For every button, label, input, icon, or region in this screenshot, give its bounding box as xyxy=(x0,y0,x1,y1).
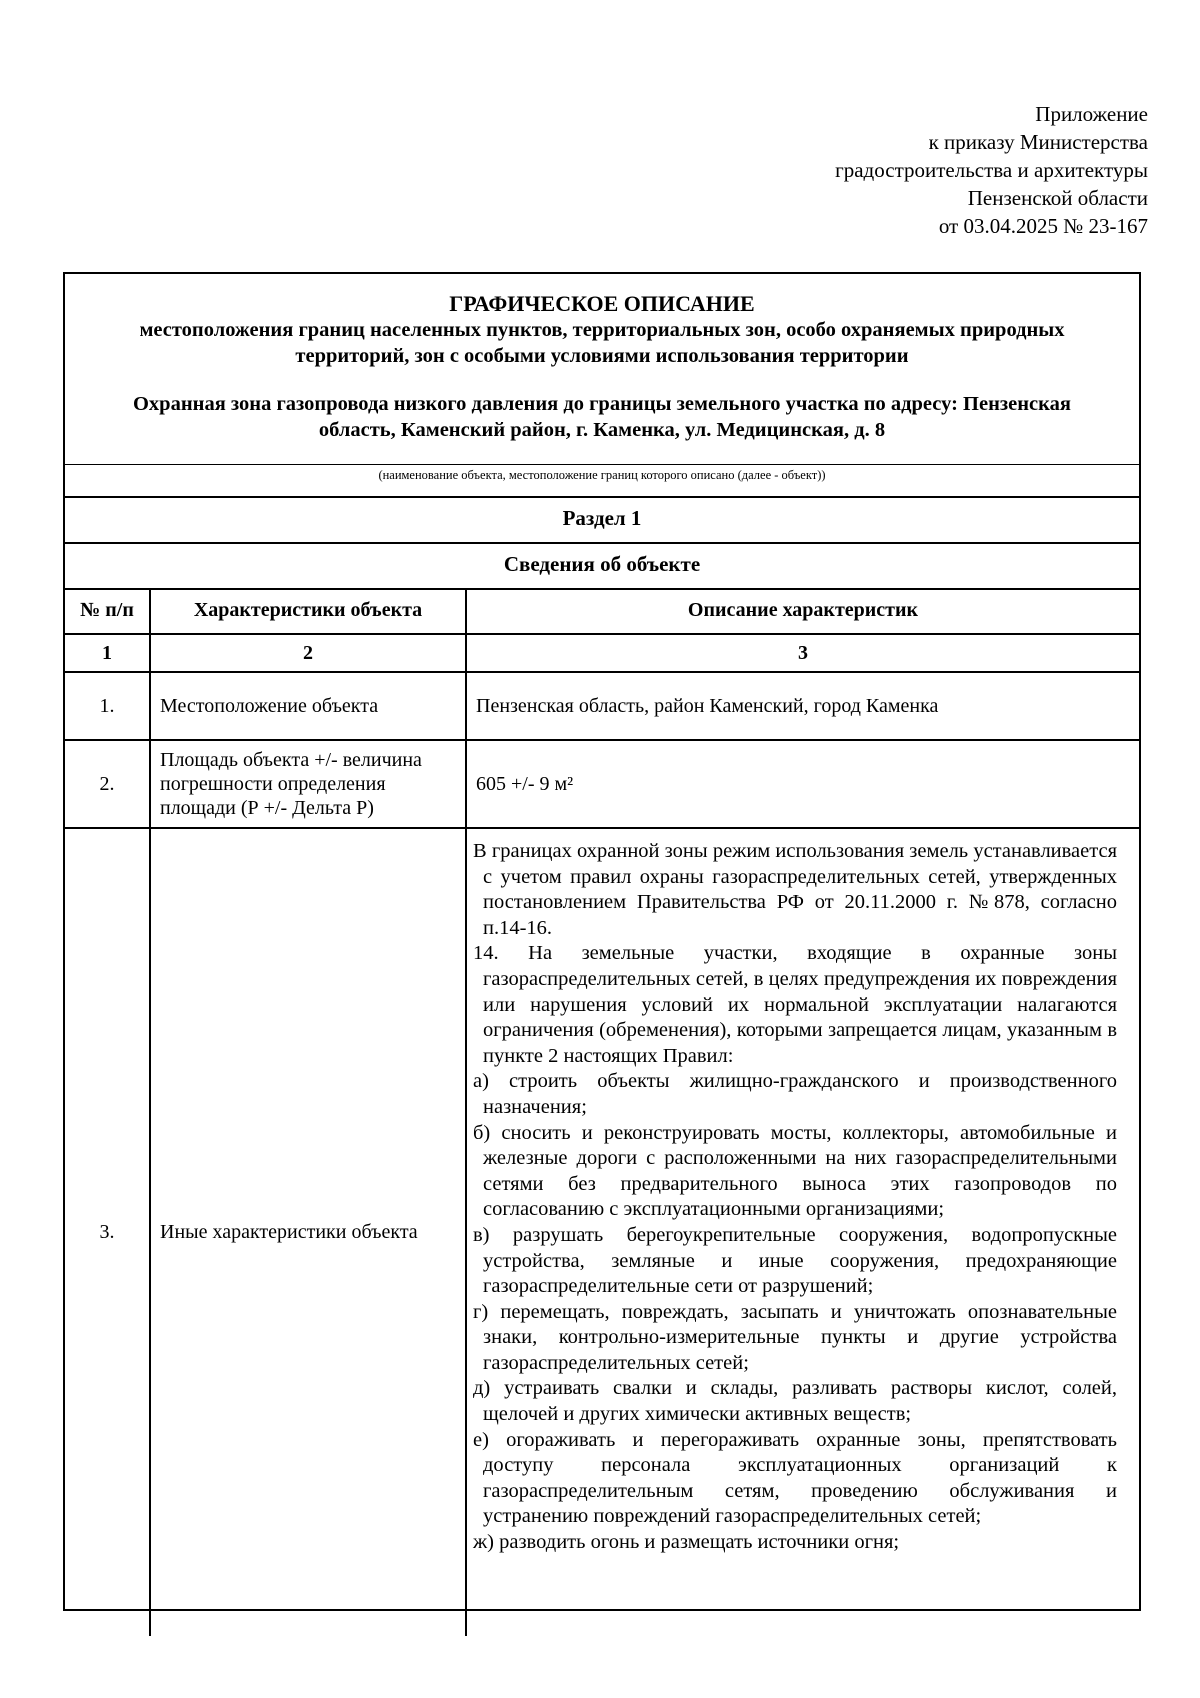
row-number: 3. xyxy=(65,828,150,1636)
header-number: № п/п xyxy=(65,588,150,634)
table-header-row xyxy=(65,588,1139,634)
description-paragraph: д) устраивать свалки и склады, разливать растворы кислот, солей, щелочей и других химически активных веществ; xyxy=(473,1377,1117,1426)
description-paragraph: 14. На земельные участки, входящие в охранные зоны газораспределительных сетей, в целях предупреждения их повреждения или нарушения условий их нормальной эксплуатации налагаются ограничения (обременения), которыми запрещается лицам, указанным в пункте 2 настоящих Правил: xyxy=(473,942,1117,1067)
characteristics-table xyxy=(65,588,1139,1636)
document-subtitle: местоположения границ населенных пунктов, территориальных зон, особо охраняемых природных территорий, зон с особыми условиями использования территории xyxy=(139,319,1065,367)
row-characteristic: Иные характеристики объекта xyxy=(150,828,466,1636)
column-number: 3 xyxy=(466,634,1139,672)
appendix-line: градостроительства и архитектуры xyxy=(835,158,1148,182)
table-row xyxy=(65,828,1139,1636)
column-number-row xyxy=(65,634,1139,672)
section-subtitle: Сведения об объекте xyxy=(65,542,1139,590)
document-header xyxy=(65,274,1139,465)
appendix-line: от 03.04.2025 № 23-167 xyxy=(938,214,1148,238)
description-paragraph: б) сносить и реконструировать мосты, коллекторы, автомобильные и железные дороги с расположенными на них газораспределительными сетями без предварительного выноса этих газопроводов по согласованию с эксплуатационными организациями; xyxy=(473,1121,1117,1221)
row-description: Пензенская область, район Каменский, город Каменка xyxy=(466,672,1139,740)
description-paragraph: ж) разводить огонь и размещать источники огня; xyxy=(473,1531,900,1554)
description-paragraph: а) строить объекты жилищно-гражданского и производственного назначения; xyxy=(473,1070,1117,1118)
row-description xyxy=(466,828,1139,1636)
document-frame xyxy=(63,272,1141,1611)
object-name: Охранная зона газопровода низкого давления до границы земельного участка по адресу: Пензенская область, Каменский район, г. Каменка, ул. Медицинская, д. 8 xyxy=(132,393,1071,441)
appendix-line: к приказу Министерства xyxy=(928,130,1148,154)
appendix-line: Приложение xyxy=(1035,102,1148,126)
description-paragraph: В границах охранной зоны режим использования земель устанавливается с учетом правил охраны газораспределительных сетей, утвержденных постановлением Правительства РФ от 20.11.2000 г. №878, согласно п.14-16. xyxy=(473,840,1117,939)
column-number: 2 xyxy=(150,634,466,672)
row-number: 1. xyxy=(65,672,150,740)
row-characteristic: Местоположение объекта xyxy=(150,672,466,740)
appendix-line: Пензенской области xyxy=(967,186,1148,210)
column-number: 1 xyxy=(65,634,150,672)
table-row xyxy=(65,740,1139,828)
object-caption: (наименование объекта, местоположение границ которого описано (далее - объект)) xyxy=(65,464,1139,498)
document-title: ГРАФИЧЕСКОЕ ОПИСАНИЕ xyxy=(449,291,755,316)
row-number: 2. xyxy=(65,740,150,828)
description-paragraph: г) перемещать, повреждать, засыпать и уничтожать опознавательные знаки, контрольно-измерительные пункты и другие устройства газораспределительных сетей; xyxy=(473,1300,1117,1374)
header-description: Описание характеристик xyxy=(466,588,1139,634)
row-characteristic: Площадь объекта +/- величина погрешности определения площади (Р +/- Дельта Р) xyxy=(150,740,466,828)
description-paragraph: е) огораживать и перегораживать охранные зоны, препятствовать доступу персонала эксплуатационных организаций к газораспределительным сетям, проведению обслуживания и устранению повреждений газораспределительных сетей; xyxy=(473,1428,1117,1528)
section-title: Раздел 1 xyxy=(65,496,1139,544)
row-description: 605 +/- 9 м² xyxy=(466,740,1139,828)
header-characteristic: Характеристики объекта xyxy=(150,588,466,634)
description-paragraph: в) разрушать берегоукрепительные сооружения, водопропускные устройства, земляные и иные сооружения, предохраняющие газораспределительные сети от разрушений; xyxy=(473,1223,1117,1298)
table-row xyxy=(65,672,1139,740)
appendix-note xyxy=(835,100,1148,240)
